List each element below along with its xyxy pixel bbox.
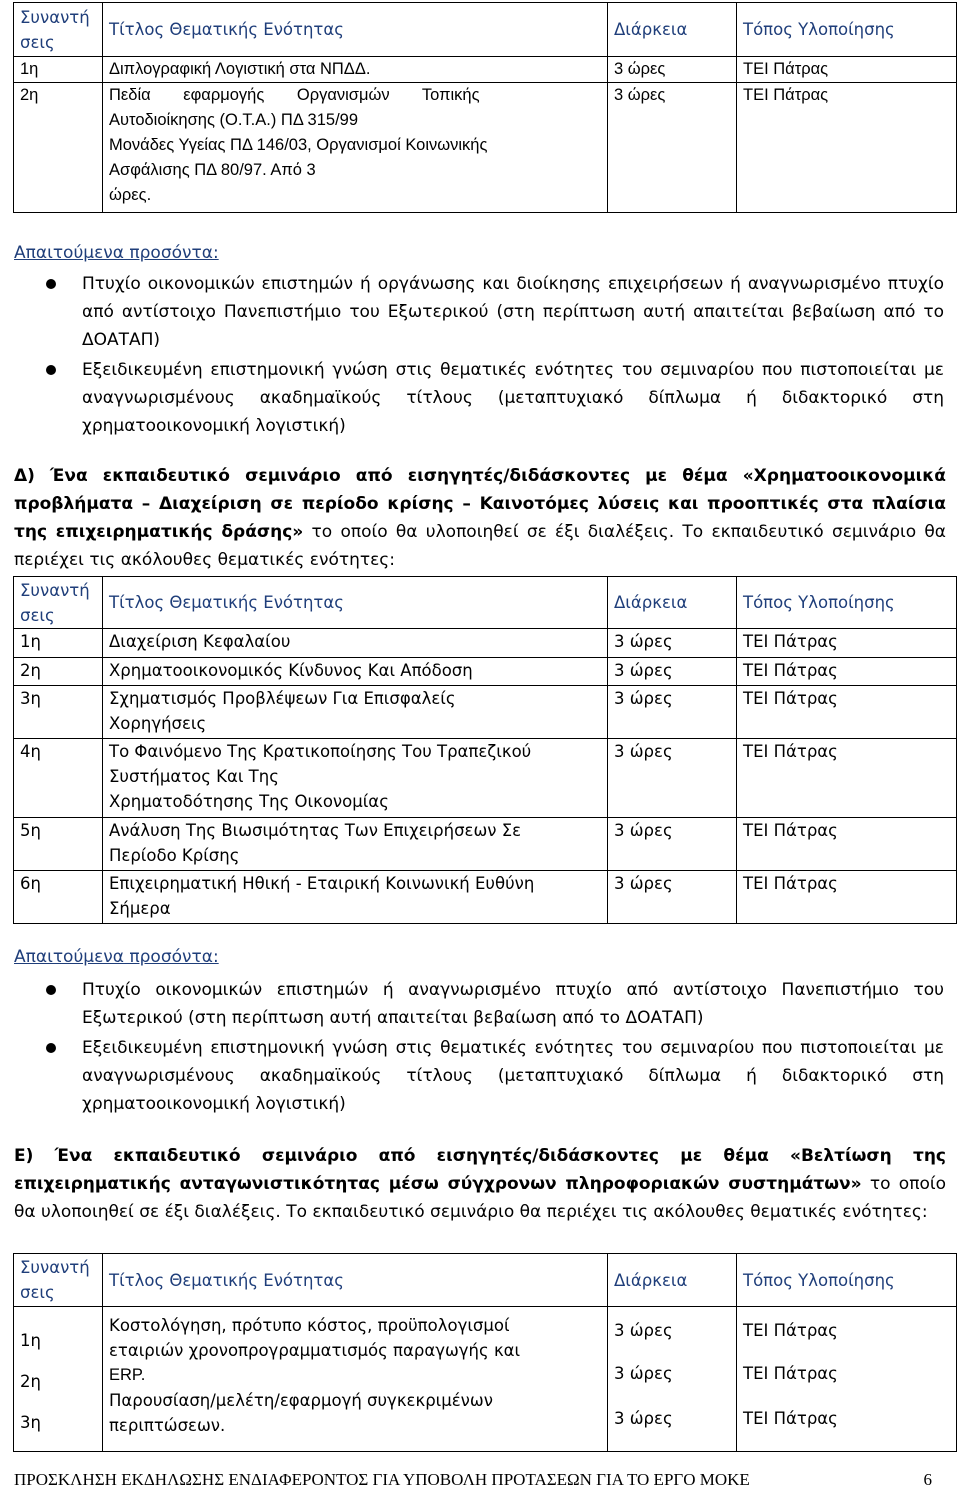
bullet-icon: [46, 365, 56, 375]
table-header-row: [14, 1254, 957, 1307]
requirements-heading: Απαιτούμενα προσόντα:: [14, 947, 219, 967]
topics-table-3: [13, 1253, 957, 1452]
table-row: 6η Επιχειρηματική Ηθική - Εταιρική Κοινωνική Ευθύνη Σήμερα 3 ώρες ΤΕΙ Πάτρας: [14, 871, 957, 924]
table-row: 1η Διαχείριση Κεφαλαίου 3 ώρες ΤΕΙ Πάτρας: [14, 629, 957, 658]
col-header-place: Τόπος Υλοποίησης: [737, 3, 957, 57]
requirement-item: Πτυχίο οικονομικών επιστημών ή αναγνωρισμένο πτυχίο από αντίστοιχο Πανεπιστήμιο του Εξωτερικού (στη περίπτωση αυτή απαιτείται βεβαίωση από το ΔΟΑΤΑΠ): [82, 980, 944, 1028]
table-header-row: [14, 3, 957, 57]
bullet-icon: [46, 279, 56, 289]
requirements-heading: Απαιτούμενα προσόντα:: [14, 243, 219, 263]
table-row: 2η Χρηματοοικονομικός Κίνδυνος Και Απόδοση 3 ώρες ΤΕΙ Πάτρας: [14, 658, 957, 686]
requirement-item: Πτυχίο οικονομικών επιστημών ή οργάνωσης και διοίκησης επιχειρήσεων ή αναγνωρισμένο πτυχίο από αντίστοιχο Πανεπιστήμιο του Εξωτερικού (στη περίπτωση αυτή απαιτείται βεβαίωση από το ΔΟΑΤΑΠ): [82, 274, 944, 350]
requirement-item: Εξειδικευμένη επιστημονική γνώση στις θεματικές ενότητες του σεμιναρίου που πιστοποιείται με αναγνωρισμένους ακαδημαϊκούς τίτλους (μεταπτυχιακό δίπλωμα ή διδακτορικό στη χρηματοοικονομική λογιστική): [82, 360, 944, 436]
footer-text: ΠΡΟΣΚΛΗΣΗ ΕΚΔΗΛΩΣΗΣ ΕΝΔΙΑΦΕΡΟΝΤΟΣ ΓΙΑ ΥΠΟΒΟΛΗ ΠΡΟΤΑΣΕΩΝ ΓΙΑ ΤΟ ΕΡΓΟ ΜΟΚΕ: [14, 1470, 750, 1489]
col-header-duration: Διάρκεια: [608, 3, 737, 57]
col-header-title: Τίτλος Θεματικής Ενότητας: [103, 3, 608, 57]
bullet-icon: [46, 985, 56, 995]
requirement-item: Εξειδικευμένη επιστημονική γνώση στις θεματικές ενότητες του σεμιναρίου που πιστοποιείται με αναγνωρισμένους ακαδημαϊκούς τίτλους (μεταπτυχιακό δίπλωμα ή διδακτορικό στη χρηματοοικονομική λογιστική): [82, 1038, 944, 1114]
col-header-title: Τίτλος Θεματικής Ενότητας: [103, 1254, 608, 1307]
table-header-row: [14, 577, 957, 629]
col-header-place: Τόπος Υλοποίησης: [737, 577, 957, 629]
col-header-meetings: Συναντή σεις: [14, 1254, 103, 1307]
section-d-paragraph: Δ) Ένα εκπαιδευτικό σεμινάριο από εισηγητές/διδάσκοντες με θέμα «Χρηματοοικονομικά προβλήματα – Διαχείριση σε περίοδο κρίσης – Καινοτόμες λύσεις και προοπτικές στα πλαίσια της επιχειρηματικής δράσης» το οποίο θα υλοποιηθεί σε έξι διαλέξεις. Το εκπαιδευτικό σεμινάριο θα περιέχει τις ακόλουθες θεματικές ενότητες:: [14, 466, 947, 570]
col-header-place: Τόπος Υλοποίησης: [737, 1254, 957, 1307]
table-row: 4η Το Φαινόμενο Της Κρατικοποίησης Του Τραπεζικού Συστήματος Και Της Χρηματοδότησης Της Οικονομίας 3 ώρες ΤΕΙ Πάτρας: [14, 739, 957, 818]
section-e-paragraph: Ε) Ένα εκπαιδευτικό σεμινάριο από εισηγητές/διδάσκοντες με θέμα «Βελτίωση της επιχειρηματικής ανταγωνιστικότητας μέσω σύγχρονων πληροφοριακών συστημάτων» το οποίο θα υλοποιηθεί σε έξι διαλέξεις. Το εκπαιδευτικό σεμινάριο θα περιέχει τις ακόλουθες θεματικές ενότητες:: [14, 1146, 946, 1222]
topics-table-1: [13, 2, 957, 213]
row-title: Πεδία εφαρμογής Οργανισμών Τοπικής Αυτοδιοίκησης (Ο.Τ.Α.) ΠΔ 315/99 Μονάδες Υγείας ΠΔ 146/03, Οργανισμοί Κοινωνικής Ασφάλισης ΠΔ 80/97. Από 3 ώρες.: [103, 83, 608, 213]
table-row: 2η Πεδία εφαρμογής Οργανισμών Τοπικής Αυτοδιοίκησης (Ο.Τ.Α.) ΠΔ 315/99 Μονάδες Υγείας ΠΔ 146/03, Οργανισμοί Κοινωνικής Ασφάλισης ΠΔ 80/97. Από 3 ώρες. 3 ώρες ΤΕΙ Πάτρας: [14, 83, 957, 213]
topics-table-2: [13, 576, 957, 924]
col-header-duration: Διάρκεια: [608, 577, 737, 629]
table-row: 5η Ανάλυση Της Βιωσιμότητας Των Επιχειρήσεων Σε Περίοδο Κρίσης 3 ώρες ΤΕΙ Πάτρας: [14, 818, 957, 871]
col-header-duration: Διάρκεια: [608, 1254, 737, 1307]
table-row: 1η 2η 3η Κοστολόγηση, πρότυπο κόστος, προϋπολογισμοί εταιριών χρονοπρογραμματισμός παραγωγής και ERP. Παρουσίαση/μελέτη/εφαρμογή συγκεκριμένων περιπτώσεων. 3 ώρες 3 ώρες 3 ώρες ΤΕΙ Πάτρας ΤΕΙ Πάτρας ΤΕΙ Πάτρας: [14, 1307, 957, 1452]
page-number: 6: [923, 1470, 932, 1489]
col-header-meetings: Συναντή σεις: [14, 3, 103, 57]
table-row: 1η Διπλογραφική Λογιστική στα ΝΠΔΔ. 3 ώρες ΤΕΙ Πάτρας: [14, 57, 957, 83]
table-row: 3η Σχηματισμός Προβλέψεων Για Επισφαλείς Χορηγήσεις 3 ώρες ΤΕΙ Πάτρας: [14, 686, 957, 739]
bullet-icon: [46, 1043, 56, 1053]
col-header-title: Τίτλος Θεματικής Ενότητας: [103, 577, 608, 629]
page-footer: [14, 1470, 932, 1490]
col-header-meetings: Συναντή σεις: [14, 577, 103, 629]
